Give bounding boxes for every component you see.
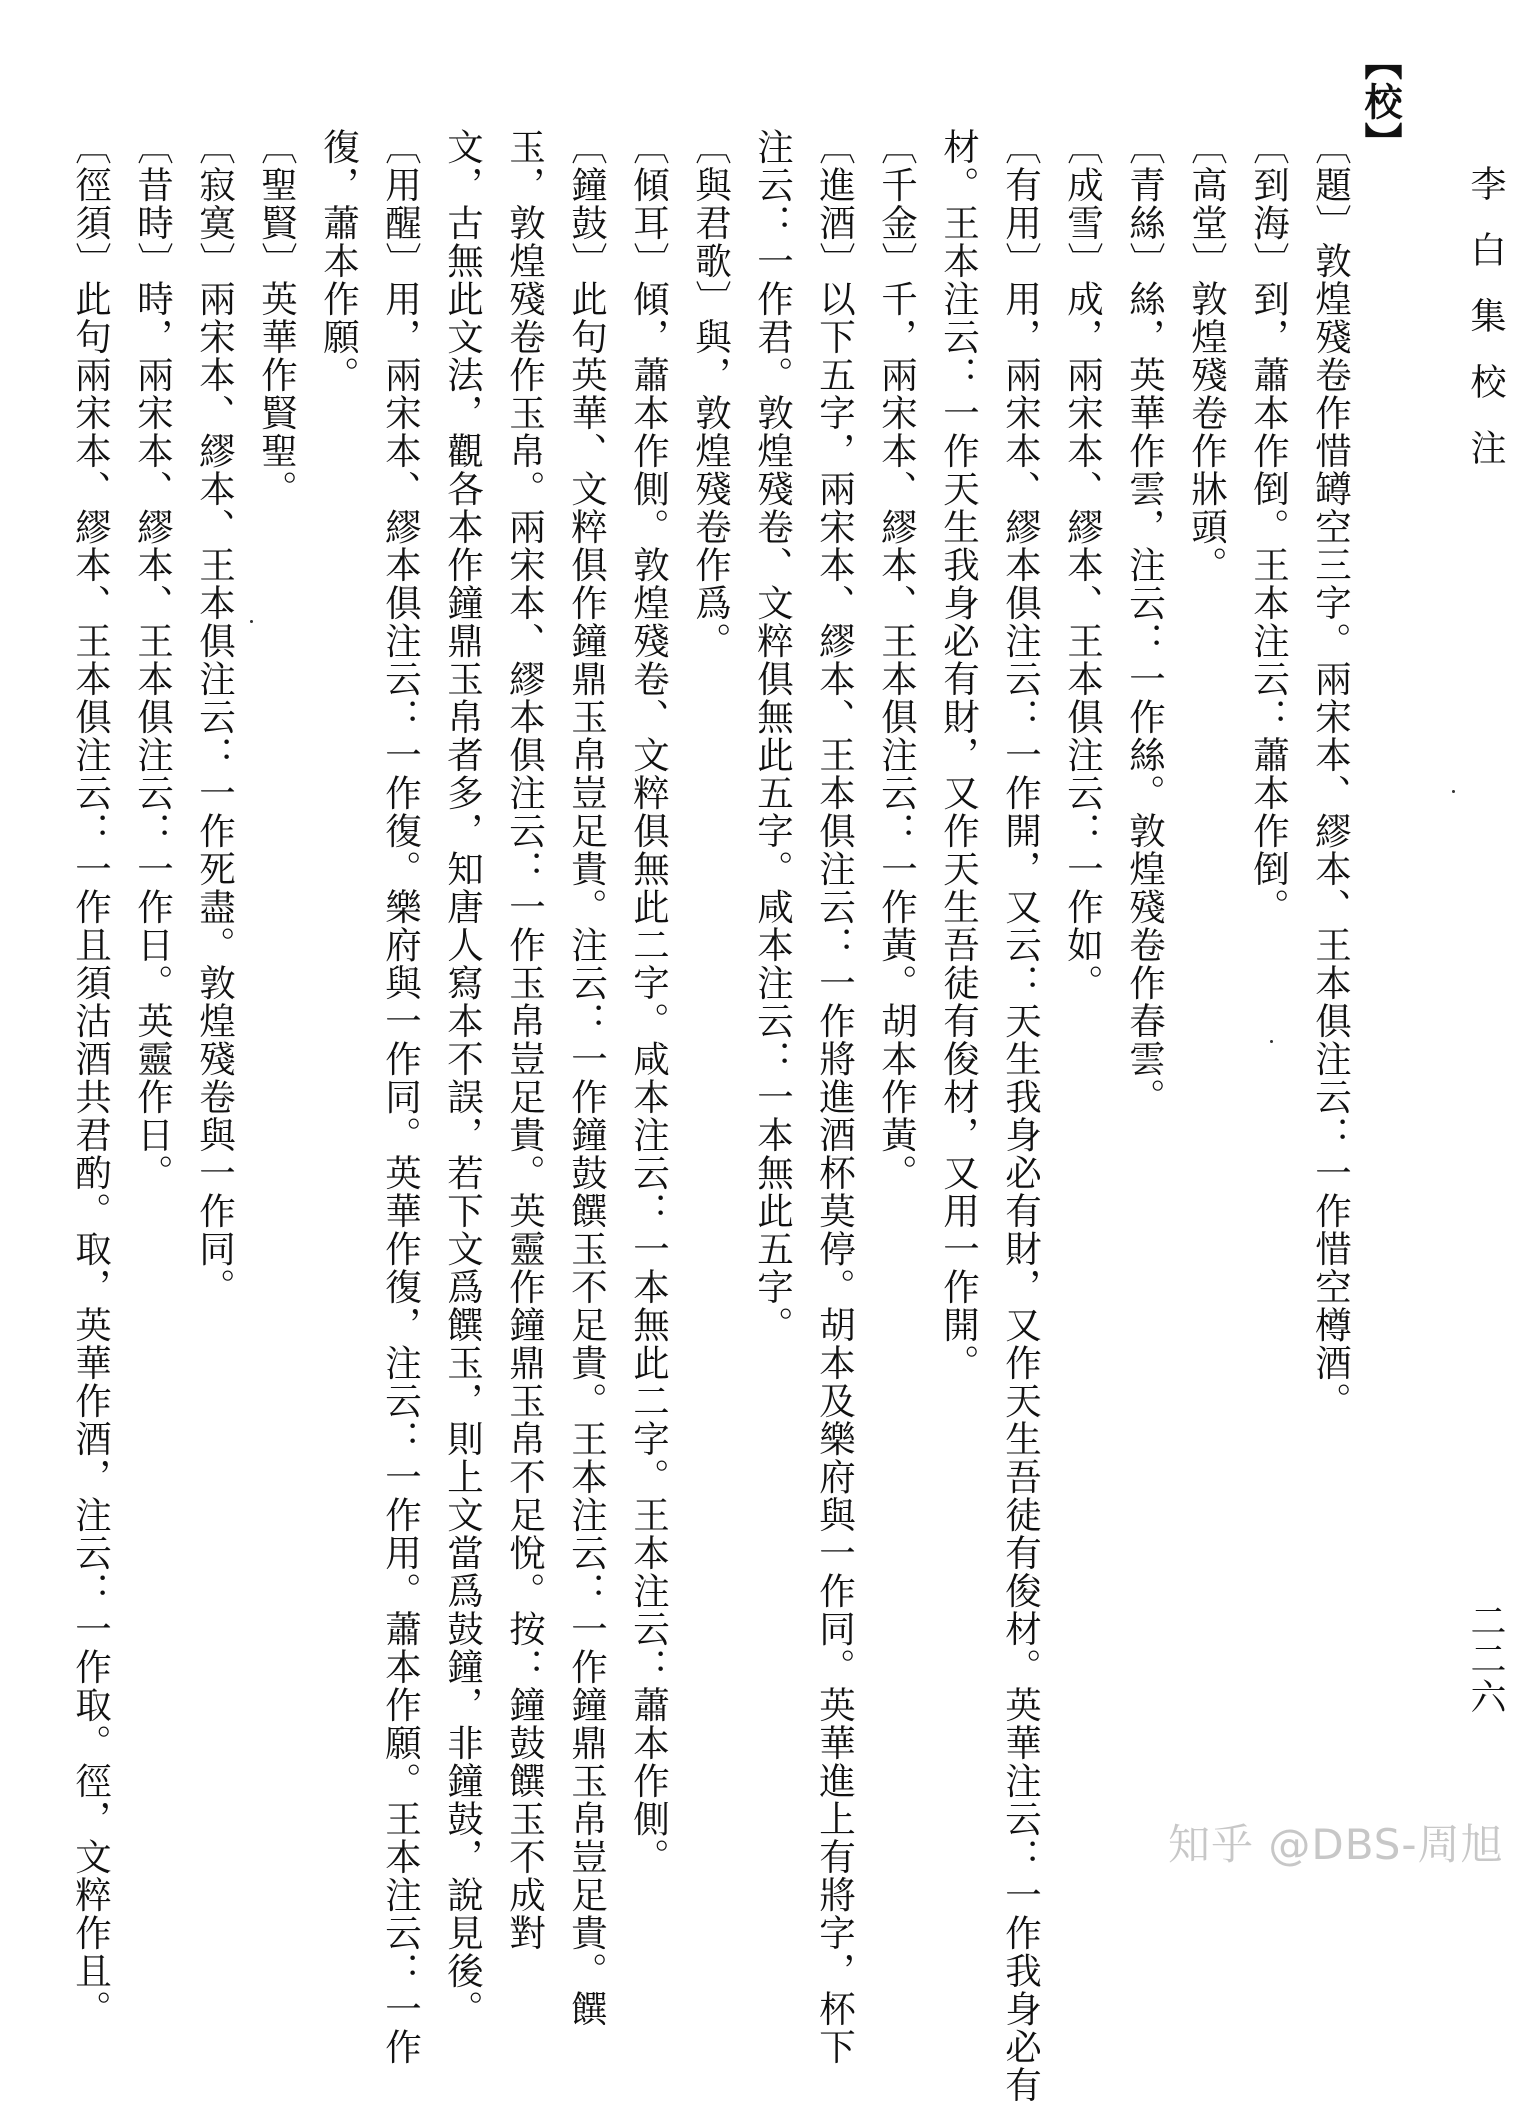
text-column: 〔成雪〕成，兩宋本、繆本、王本俱注云：一作如。: [1061, 128, 1105, 1002]
text-column: 〔青絲〕絲，英華作雲，注云：一作絲。敦煌殘卷作春雲。: [1123, 128, 1167, 1116]
text-column: 〔進酒〕以下五字，兩宋本、繆本、王本俱注云：一作將進酒杯莫停。胡本及樂府與一作同。英華進上有將字，杯下: [813, 128, 857, 2066]
text-column: 〔聖賢〕英華作賢聖。: [255, 128, 299, 508]
section-heading: 【校】: [1358, 42, 1403, 162]
page-number: 二二六: [1465, 1602, 1506, 1716]
text-column: 〔用醒〕用，兩宋本、繆本俱注云：一作復。樂府與一作同。英華作復，注云：一作用。蕭本作願。王本注云：一作: [379, 128, 423, 2066]
text-column: 〔昔時〕時，兩宋本、繆本、王本俱注云：一作日。英靈作日。: [131, 128, 175, 1192]
text-column: 文，古無此文法，觀各本作鐘鼎玉帛者多，知唐人寫本不誤，若下文爲饌玉，則上文當爲鼓鐘，非鐘鼓，說見後。: [441, 128, 485, 2028]
text-column: 〔高堂〕敦煌殘卷作牀頭。: [1185, 128, 1229, 584]
text-column: 〔千金〕千，兩宋本、繆本、王本俱注云：一作黃。胡本作黃。: [875, 128, 919, 1192]
text-column: 〔傾耳〕傾，蕭本作側。敦煌殘卷、文粹俱無此二字。咸本注云：一本無此二字。王本注云：蕭本作側。: [627, 128, 671, 1876]
text-column: 〔有用〕用，兩宋本、繆本俱注云：一作開，又云：天生我身必有財，又作天生吾徒有俊材。英華注云：一作我身必有: [999, 128, 1043, 2104]
running-title: 李白集校注: [1465, 165, 1506, 495]
scan-speck: [1452, 790, 1455, 793]
text-column: 〔與君歌〕與，敦煌殘卷作爲。: [689, 128, 733, 660]
text-column: 注云：一作君。敦煌殘卷、文粹俱無此五字。咸本注云：一本無此五字。: [751, 128, 795, 1344]
text-column: 〔鐘鼓〕此句英華、文粹俱作鐘鼎玉帛豈足貴。注云：一作鐘鼓饌玉不足貴。王本注云：一作鐘鼎玉帛豈足貴。饌: [565, 128, 609, 2028]
text-column: 材。王本注云：一作天生我身必有財，又作天生吾徒有俊材，又用一作開。: [937, 128, 981, 1382]
text-column: 玉，敦煌殘卷作玉帛。兩宋本、繆本俱注云：一作玉帛豈足貴。英靈作鐘鼎玉帛不足悅。按：鐘鼓饌玉不成對: [503, 128, 547, 1952]
text-column: 〔到海〕到，蕭本作倒。王本注云：蕭本作倒。: [1247, 128, 1291, 926]
text-column: 〔題〕敦煌殘卷作惜罇空三字。兩宋本、繆本、王本俱注云：一作惜空樽酒。: [1309, 128, 1353, 1420]
text-column: 復，蕭本作願。: [317, 128, 361, 394]
scan-speck: [250, 620, 253, 623]
text-column: 〔寂寞〕兩宋本、繆本、王本俱注云：一作死盡。敦煌殘卷與一作同。: [193, 128, 237, 1306]
text-column: 〔徑須〕此句兩宋本、繆本、王本俱注云：一作且須沽酒共君酌。取，英華作酒，注云：一作取。徑，文粹作且。: [69, 128, 113, 2028]
scan-speck: [1270, 1040, 1273, 1043]
watermark: 知乎 @DBS-周旭: [1168, 1820, 1504, 1869]
